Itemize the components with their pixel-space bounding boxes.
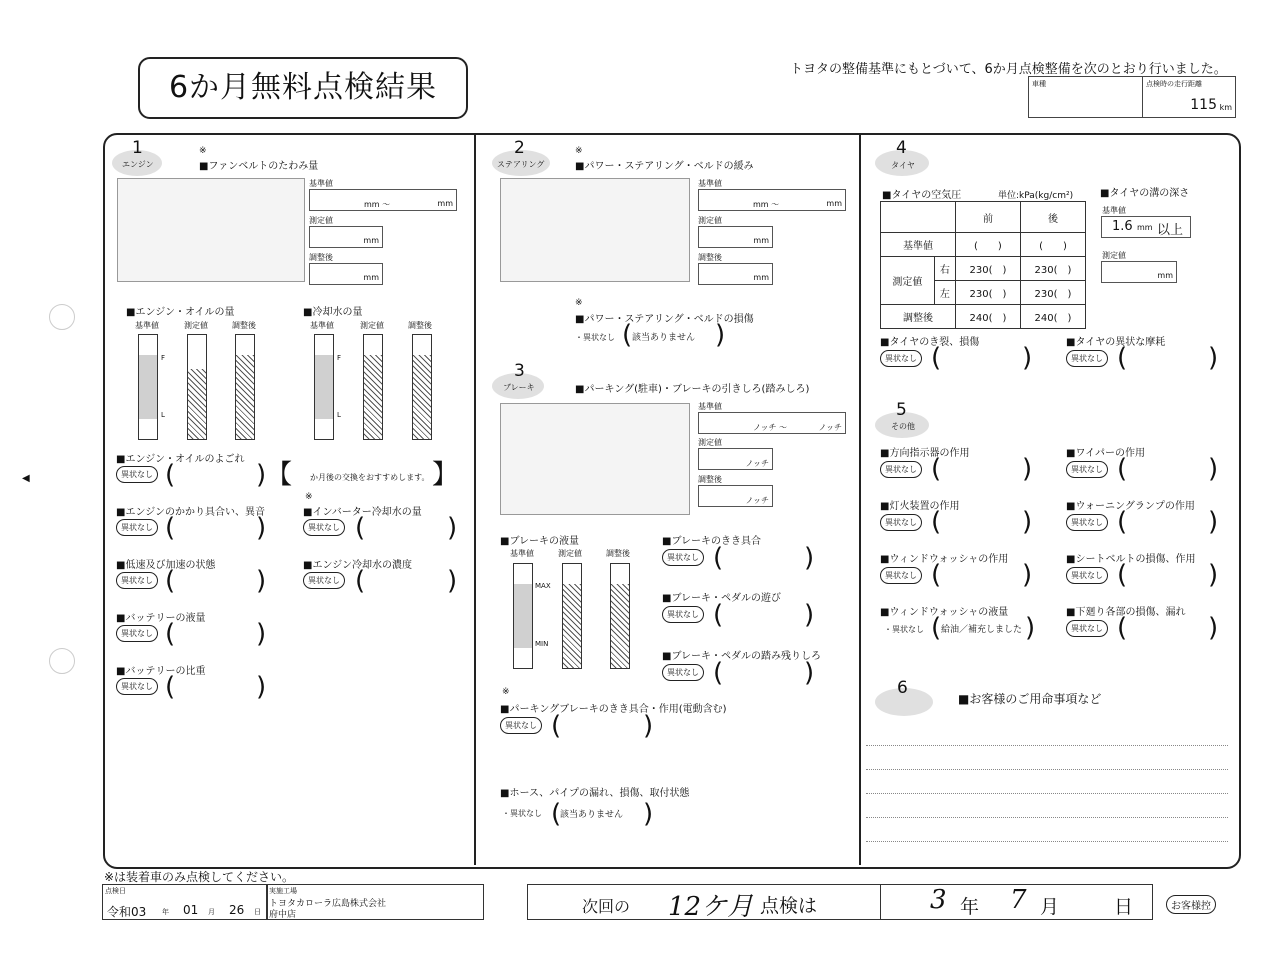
date-day: 26	[229, 903, 245, 917]
section1-number: 1	[132, 138, 143, 158]
shop-box	[266, 884, 484, 920]
open-paren: (	[1117, 560, 1128, 590]
memo-line[interactable]	[866, 841, 1228, 842]
tread-standard-field: 1.6 mm 以上	[1101, 216, 1191, 238]
close-paren: )	[256, 619, 267, 649]
no-issue-badge[interactable]: 異状なし	[1066, 567, 1108, 584]
open-paren: (	[355, 566, 366, 596]
idle-accel-label: ■低速及び加速の状態	[116, 560, 216, 571]
parking-measured-label: 測定値	[698, 438, 722, 447]
tire-rear-header: 後	[1020, 202, 1085, 233]
column-divider	[859, 135, 861, 865]
section5-label: その他	[891, 422, 915, 431]
parking-measured-field[interactable]: ノッチ	[698, 448, 773, 470]
open-paren: (	[1117, 343, 1128, 373]
close-paren: )	[715, 320, 726, 350]
binder-hole	[49, 304, 75, 330]
fanbelt-adjusted-field[interactable]: mm	[309, 263, 383, 285]
fanbelt-adjusted-label: 調整後	[309, 253, 333, 262]
tread-measured-label: 測定値	[1102, 251, 1126, 260]
oil-standard-gauge	[138, 334, 158, 440]
plain-no-issue: ・異状なし	[884, 625, 924, 634]
tire-measured-front-left[interactable]: 230( )	[955, 281, 1020, 305]
close-paren: )	[1022, 343, 1033, 373]
fanbelt-measured-label: 測定値	[309, 216, 333, 225]
open-paren: (	[931, 343, 942, 373]
tread-depth-label: ■タイヤの溝の深さ	[1100, 188, 1190, 199]
engine-start-label: ■エンジンのかかり具合い、異音	[116, 507, 265, 518]
engine-oil-level-label: ■エンジン・オイルの量	[126, 307, 235, 318]
gauge-header: 基準値	[310, 321, 334, 330]
no-issue-badge[interactable]: 異状なし	[880, 514, 922, 531]
washer-label: ■ウィンドウォッシャの作用	[880, 554, 1009, 565]
ps-standard-field[interactable]: mm 〜 mm	[698, 189, 846, 211]
close-paren: )	[256, 513, 267, 543]
no-issue-badge[interactable]: 異状なし	[880, 350, 922, 367]
tire-pressure-label: ■タイヤの空気圧	[882, 190, 962, 201]
close-paren: )	[643, 711, 654, 741]
fanbelt-measured-field[interactable]: mm	[309, 226, 383, 248]
note-mark: ※	[199, 146, 207, 156]
shop-label: 実施工場	[269, 887, 297, 895]
section3-number: 3	[514, 361, 525, 381]
ps-measured-field[interactable]: mm	[698, 226, 773, 248]
parking-adjusted-field[interactable]: ノッチ	[698, 485, 773, 507]
date-label: 点検日	[105, 887, 126, 895]
note-mark: ※	[502, 687, 510, 697]
footnote: ※は装着車のみ点検してください。	[104, 870, 295, 884]
fanbelt-standard-label: 基準値	[309, 179, 333, 188]
open-paren: (	[1117, 613, 1128, 643]
note-mark: ※	[575, 146, 583, 156]
no-issue-badge[interactable]: 異状なし	[1066, 461, 1108, 478]
brake-illustration	[500, 403, 690, 515]
tire-measured-rear-right[interactable]: 230( )	[1020, 257, 1085, 281]
no-issue-badge[interactable]: 異状なし	[116, 466, 158, 483]
seatbelt-label: ■シートベルトの損傷、作用	[1066, 554, 1196, 565]
gauge-f-mark: F	[337, 354, 342, 362]
next-month-kanji: 月	[1040, 896, 1060, 918]
parking-brake-effect-label: ■パーキングブレーキのきき具合・作用(電動含む)	[500, 704, 727, 715]
close-paren: )	[643, 799, 654, 829]
parking-brake-travel-label: ■パーキング(駐車)・ブレーキの引きしろ(踏みしろ)	[575, 384, 810, 395]
no-issue-badge[interactable]: 異状なし	[1066, 620, 1108, 637]
gauge-header: 調整後	[408, 321, 432, 330]
note-mark: ※	[305, 492, 313, 502]
open-paren: (	[165, 566, 176, 596]
open-paren: (	[713, 658, 724, 688]
no-issue-badge[interactable]: 異状なし	[303, 519, 345, 536]
ps-belt-damage-value: 該当ありません	[632, 333, 696, 343]
washer-fluid-value: 給油／補充しました	[941, 625, 1023, 635]
memo-line[interactable]	[866, 745, 1228, 746]
open-paren: (	[931, 454, 942, 484]
open-paren: (	[1117, 507, 1128, 537]
customer-copy-badge: お客様控	[1166, 895, 1216, 914]
close-paren: )	[256, 566, 267, 596]
no-issue-badge[interactable]: 異状なし	[1066, 350, 1108, 367]
battery-gravity-label: ■バッテリーの比重	[116, 666, 206, 677]
tread-standard-label: 基準値	[1102, 206, 1126, 215]
open-paren: (	[931, 613, 942, 643]
ps-measured-label: 測定値	[698, 216, 722, 225]
open-paren: (	[355, 513, 366, 543]
oil-change-note: か月後の交換をおすすめします。	[310, 473, 430, 482]
ps-adjusted-label: 調整後	[698, 253, 722, 262]
date-month-kanji: 月	[208, 908, 215, 916]
tire-measured-row: 測定値	[881, 257, 935, 305]
tire-standard-rear[interactable]: ( )	[1020, 233, 1085, 257]
close-paren: )	[447, 566, 458, 596]
note-mark: ※	[575, 298, 583, 308]
no-issue-badge[interactable]: 異状なし	[116, 572, 158, 589]
fanbelt-standard-field[interactable]: mm 〜 mm	[309, 189, 457, 211]
close-paren: )	[1208, 343, 1219, 373]
tire-crack-label: ■タイヤのき裂、損傷	[880, 337, 980, 348]
mileage-value: 115	[1190, 97, 1217, 113]
section4-label: タイヤ	[891, 161, 915, 170]
hose-pipe-label: ■ホース、パイプの漏れ、損傷、取付状態	[500, 788, 690, 799]
memo-line[interactable]	[866, 769, 1228, 770]
tire-measured-front-right[interactable]: 230( )	[955, 257, 1020, 281]
coolant-standard-gauge	[314, 334, 334, 440]
gauge-header: 測定値	[184, 321, 208, 330]
arrow-left-icon: ◀	[22, 473, 30, 484]
ps-belt-tension-label: ■パワー・ステアリング・ベルドの緩み	[575, 161, 754, 172]
shop-branch: 府中店	[269, 910, 297, 920]
section2-number: 2	[514, 138, 525, 158]
brake-fluid-standard-gauge	[513, 563, 533, 669]
gauge-header: 測定値	[558, 549, 582, 558]
section6-number: 6	[897, 678, 908, 698]
coolant-concentration-label: ■エンジン冷却水の濃度	[303, 560, 412, 571]
section1-label: エンジン	[122, 160, 154, 169]
tread-measured-field[interactable]: mm	[1101, 261, 1177, 283]
date-year-kanji: 年	[162, 908, 169, 916]
next-month: 7	[1010, 885, 1027, 915]
close-paren: )	[1208, 454, 1219, 484]
memo-line[interactable]	[866, 817, 1228, 818]
open-paren: (	[713, 600, 724, 630]
tire-front-header: 前	[955, 202, 1020, 233]
open-paren: (	[165, 460, 176, 490]
close-paren: )	[1208, 613, 1219, 643]
section4-number: 4	[896, 138, 907, 158]
next-year-kanji: 年	[960, 896, 980, 918]
close-paren: )	[804, 600, 815, 630]
binder-hole	[49, 648, 75, 674]
tire-standard-front[interactable]: ( )	[955, 233, 1020, 257]
inspection-date-box	[102, 884, 268, 920]
no-issue-badge[interactable]: 異状なし	[116, 625, 158, 642]
brake-fluid-adjusted-gauge	[610, 563, 630, 669]
mileage-unit: km	[1219, 103, 1232, 112]
open-paren: (	[551, 799, 562, 829]
next-prefix: 次回の	[582, 897, 631, 916]
no-issue-badge[interactable]: 異状なし	[1066, 514, 1108, 531]
fanbelt-label: ■ファンベルトのたわみ量	[199, 161, 319, 172]
open-paren: (	[713, 543, 724, 573]
gauge-header: 調整後	[232, 321, 256, 330]
steering-illustration	[500, 178, 690, 282]
no-issue-badge[interactable]: 異状なし	[880, 567, 922, 584]
gauge-max-mark: MAX	[535, 582, 551, 590]
no-issue-badge[interactable]: 異状なし	[116, 519, 158, 536]
section2-label: ステアリング	[497, 160, 545, 169]
parking-standard-field[interactable]: ノッチ 〜 ノッチ	[698, 412, 846, 434]
close-paren: )	[1022, 507, 1033, 537]
parking-standard-label: 基準値	[698, 402, 722, 411]
column-divider	[474, 135, 476, 865]
ps-standard-label: 基準値	[698, 179, 722, 188]
close-paren: )	[1022, 454, 1033, 484]
tire-adjusted-row: 調整後	[881, 305, 956, 329]
no-issue-badge[interactable]: 異状なし	[116, 678, 158, 695]
open-paren: (	[931, 507, 942, 537]
tire-adjusted-rear[interactable]: 240( )	[1020, 305, 1085, 329]
gauge-l-mark: L	[337, 411, 341, 419]
open-paren: (	[165, 619, 176, 649]
section3-label: ブレーキ	[503, 383, 535, 392]
next-suffix: 点検は	[760, 895, 818, 917]
no-issue-badge[interactable]: 異状なし	[662, 606, 704, 623]
date-month: 01	[183, 903, 199, 917]
no-issue-badge[interactable]: 異状なし	[880, 461, 922, 478]
washer-fluid-label: ■ウィンドウォッシャの液量	[880, 607, 1009, 618]
coolant-level-label: ■冷却水の量	[303, 307, 363, 318]
plain-no-issue: ・異状なし	[502, 809, 542, 818]
pedal-play-label: ■ブレーキ・ペダルの遊び	[662, 593, 782, 604]
close-paren: )【	[256, 460, 293, 490]
close-paren: )	[1208, 507, 1219, 537]
oil-adjusted-gauge	[235, 334, 255, 440]
close-paren: )	[804, 543, 815, 573]
coolant-measured-gauge	[363, 334, 383, 440]
tire-left-label: 左	[934, 281, 955, 305]
open-paren: (	[165, 672, 176, 702]
close-paren: )	[1025, 613, 1036, 643]
wiper-label: ■ワイパーの作用	[1066, 448, 1145, 459]
section5-number: 5	[896, 400, 907, 420]
memo-line[interactable]	[866, 793, 1228, 794]
tire-pressure-table	[880, 201, 1086, 329]
underbody-label: ■下廻り各部の損傷、漏れ	[1066, 607, 1186, 618]
page-title: 6か月無料点検結果	[138, 57, 468, 119]
tire-wear-label: ■タイヤの異状な摩耗	[1066, 337, 1166, 348]
date-day-kanji: 日	[254, 908, 261, 916]
car-label: 車種	[1032, 80, 1046, 88]
oil-dirt-label: ■エンジン・オイルのよごれ	[116, 454, 245, 465]
close-bracket: 】	[432, 460, 459, 490]
ps-belt-damage-label: ■パワー・ステアリング・ベルドの損傷	[575, 314, 754, 325]
tire-measured-rear-left[interactable]: 230( )	[1020, 281, 1085, 305]
shop-name: トヨタカローラ広島株式会社	[269, 899, 387, 909]
date-era: 令和03	[107, 905, 147, 919]
open-paren: (	[931, 560, 942, 590]
next-year: 3	[930, 885, 947, 915]
vehicle-info-table	[1028, 76, 1236, 118]
close-paren: )	[1022, 560, 1033, 590]
next-day-kanji: 日	[1114, 896, 1134, 918]
close-paren: )	[804, 658, 815, 688]
tire-pressure-unit: 単位:kPa(kg/cm²)	[998, 191, 1074, 201]
open-paren: (	[622, 320, 633, 350]
plain-no-issue: ・異状なし	[575, 333, 615, 342]
tire-adjusted-front[interactable]: 240( )	[955, 305, 1020, 329]
gauge-f-mark: F	[161, 354, 166, 362]
open-paren: (	[165, 513, 176, 543]
open-paren: (	[551, 711, 562, 741]
next-inspection-box	[527, 884, 1153, 920]
customer-requests-label: ■お客様のご用命事項など	[958, 692, 1102, 706]
close-paren: )	[256, 672, 267, 702]
warning-lamp-label: ■ウォーニングランプの作用	[1066, 501, 1195, 512]
header-statement: トヨタの整備基準にもとづいて、6か月点検整備を次のとおり行いました。	[790, 62, 1227, 77]
no-issue-badge[interactable]: 異状なし	[303, 572, 345, 589]
inverter-coolant-label: ■インバーター冷却水の量	[303, 507, 422, 518]
gauge-min-mark: MIN	[535, 640, 549, 648]
gauge-header: 基準値	[510, 549, 534, 558]
turn-signal-label: ■方向指示器の作用	[880, 448, 970, 459]
coolant-adjusted-gauge	[412, 334, 432, 440]
gauge-header: 基準値	[135, 321, 159, 330]
brake-fluid-label: ■ブレーキの液量	[500, 536, 580, 547]
brake-fluid-measured-gauge	[562, 563, 582, 669]
engine-illustration	[117, 178, 305, 282]
ps-adjusted-field[interactable]: mm	[698, 263, 773, 285]
pedal-reserve-label: ■ブレーキ・ペダルの踏み残りしろ	[662, 651, 822, 662]
gauge-header: 測定値	[360, 321, 384, 330]
battery-level-label: ■バッテリーの液量	[116, 613, 206, 624]
no-issue-badge[interactable]: 異状なし	[500, 717, 542, 734]
gauge-header: 調整後	[606, 549, 630, 558]
close-paren: )	[1208, 560, 1219, 590]
brake-effect-label: ■ブレーキのきき具合	[662, 536, 762, 547]
open-paren: (	[1117, 454, 1128, 484]
hose-pipe-value: 該当ありません	[560, 810, 624, 820]
oil-measured-gauge	[187, 334, 207, 440]
gauge-l-mark: L	[161, 411, 165, 419]
tire-standard-row: 基準値	[881, 233, 956, 257]
mileage-label: 点検時の走行距離	[1146, 80, 1202, 88]
lights-label: ■灯火装置の作用	[880, 501, 960, 512]
parking-adjusted-label: 調整後	[698, 475, 722, 484]
close-paren: )	[447, 513, 458, 543]
next-inspection-type: 12ケ月	[668, 892, 754, 922]
no-issue-badge[interactable]: 異状なし	[662, 664, 704, 681]
no-issue-badge[interactable]: 異状なし	[662, 549, 704, 566]
tire-right-label: 右	[934, 257, 955, 281]
